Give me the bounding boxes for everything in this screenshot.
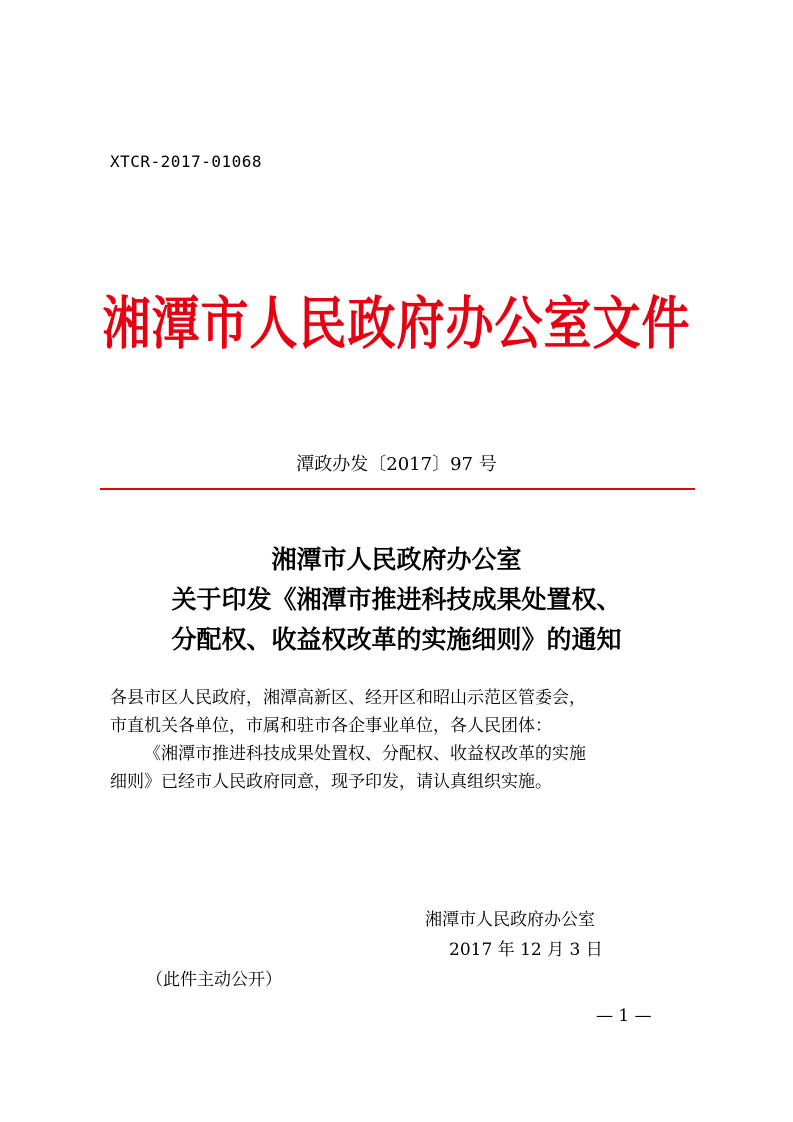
issuing-office: 湘潭市人民政府办公室 (425, 910, 595, 930)
body-paragraph-line: 《湘潭市推进科技成果处置权、分配权、收益权改革的实施 (144, 744, 586, 764)
red-divider-line (100, 488, 695, 490)
issue-date: 2017 年 12 月 3 日 (449, 940, 603, 960)
body-paragraph-line: 细则》已经市人民政府同意，现予印发，请认真组织实施。 (110, 772, 552, 792)
red-masthead: 湘潭市人民政府办公室文件 (102, 290, 691, 358)
title-line: 分配权、收益权改革的实施细则》的通知 (171, 625, 622, 654)
title-line: 湘潭市人民政府办公室 (271, 545, 522, 574)
document-code: XTCR-2017-01068 (110, 152, 262, 171)
document-body (110, 684, 710, 796)
title-line: 关于印发《湘潭市推进科技成果处置权、 (171, 585, 622, 614)
addressee-line: 各县市区人民政府，湘潭高新区、经开区和昭山示范区管委会， (110, 688, 586, 708)
addressee-line: 市直机关各单位，市属和驻市各企事业单位，各人民团体： (110, 716, 552, 736)
publicity-note: （此件主动公开） (146, 970, 282, 990)
page-number: — 1 — (596, 1006, 652, 1026)
issue-number: 潭政办发〔2017〕97 号 (296, 454, 497, 475)
document-title (0, 540, 793, 660)
